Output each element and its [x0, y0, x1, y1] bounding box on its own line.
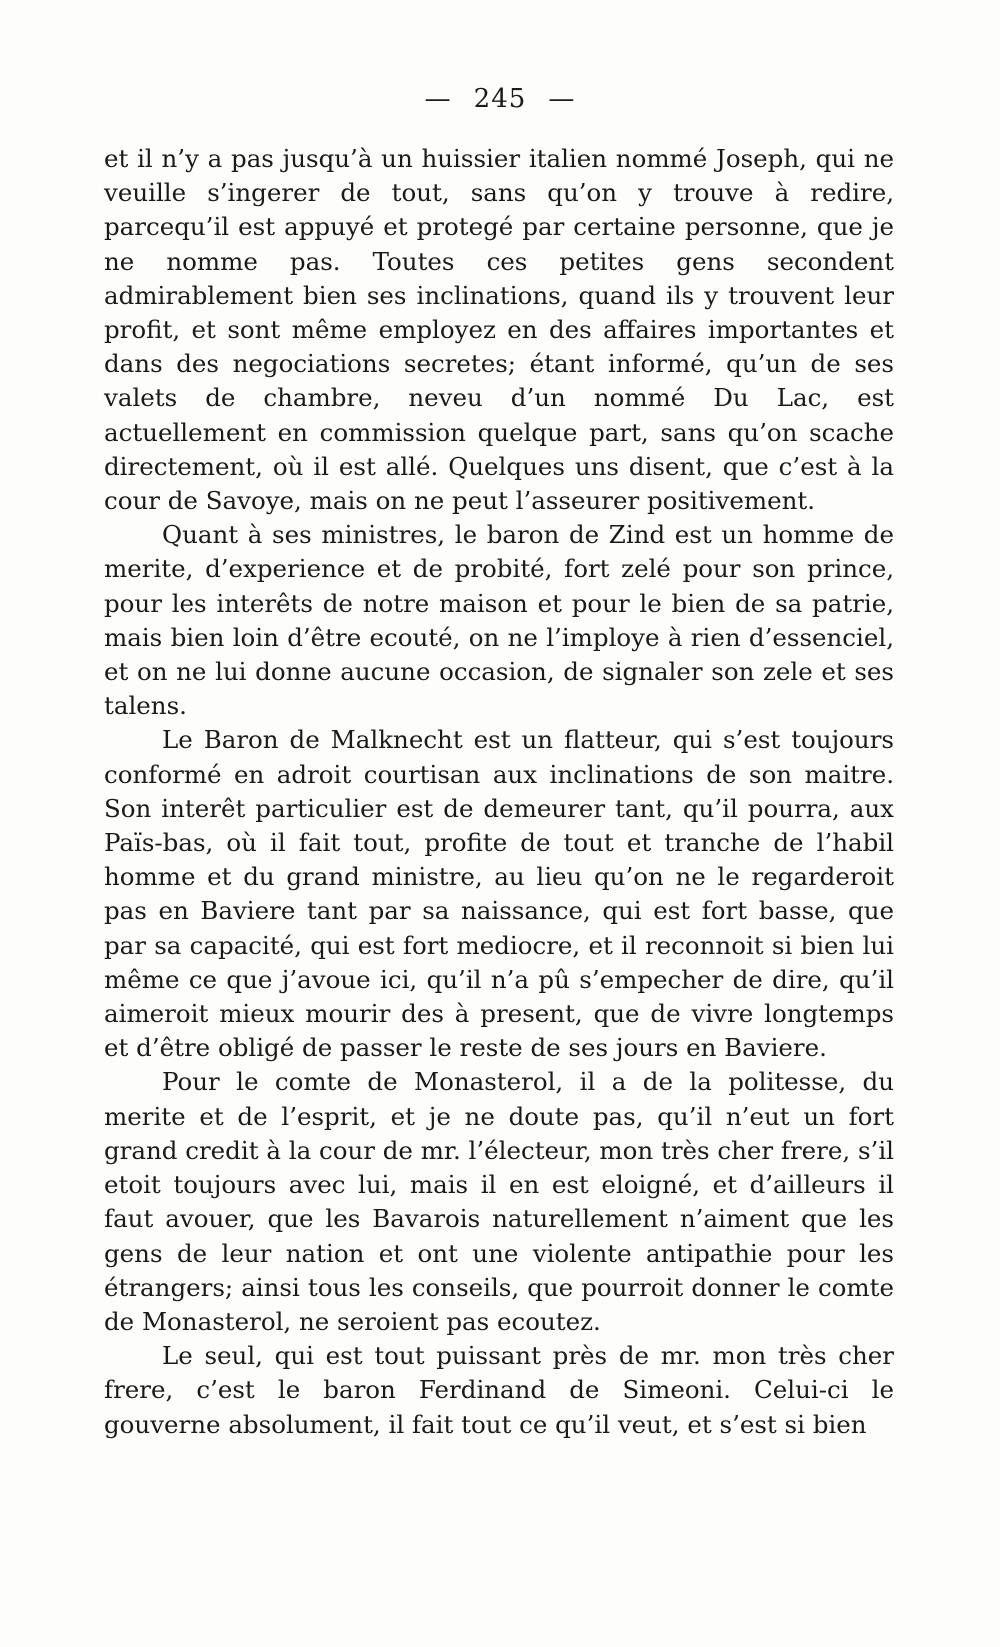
header-dash-left: — — [424, 84, 452, 114]
paragraph-baron-de-zind: Quant à ses ministres, le baron de Zind est un homme de merite, d’experience et de probité, fort zelé pour son prince, pour les interêts de notre maison et pour le bien de sa patrie, mais bien loin d’être ecouté, on ne l’imploye à rien d’essenciel, et on ne lui donne aucune occasion, de signaler son zele et ses talens. — [104, 520, 894, 721]
page-number: 245 — [473, 84, 527, 114]
page-text — [104, 142, 894, 1442]
paragraph-comte-de-monasterol: Pour le comte de Monasterol, il a de la politesse, du merite et de l’esprit, et je ne doute pas, qu’il n’eut un fort grand credit à la cour de mr. l’électeur, mon très cher frere, s’il etoit toujours avec lui, mais il en est eloigné, et d’ailleurs il faut avouer, que les Bavarois naturellement n’aiment que les gens de leur nation et ont une violente antipathie pour les étrangers; ainsi tous les conseils, que pourroit donner le comte de Monasterol, ne seroient pas ecoutez. — [104, 1067, 894, 1336]
paragraph-baron-simeoni: Le seul, qui est tout puissant près de mr. mon très cher frere, c’est le baron Ferdinand de Simeoni. Celui-ci le gouverne absolument, il fait tout ce qu’il veut, et s’est si bien — [104, 1341, 894, 1439]
paragraph-baron-de-malknecht: Le Baron de Malknecht est un flatteur, qui s’est toujours conformé en adroit courtisan aux inclinations de son maitre. Son interêt particulier est de demeurer tant, qu’il pourra, aux Païs-bas, où il fait tout, profite de tout et tranche de l’habil homme et du grand ministre, au lieu qu’on ne le regarderoit pas en Baviere tant par sa naissance, qui est fort basse, que par sa capacité, qui est fort mediocre, et il reconnoit si bien lui même ce que j’avoue ici, qu’il n’a pû s’empecher de dire, qu’il aimeroit mieux mourir des à present, que de vivre longtemps et d’être obligé de passer le reste de ses jours en Baviere. — [104, 725, 894, 1063]
page-header — [0, 84, 1000, 114]
paragraph-continuation: et il n’y a pas jusqu’à un huissier italien nommé Joseph, qui ne veuille s’ingerer de tout, sans qu’on y trouve à redire, parcequ’il est appuyé et protegé par certaine personne, que je ne nomme pas. Toutes ces petites gens secondent admirablement bien ses inclinations, quand ils y trouvent leur profit, et sont même employez en des affaires importantes et dans des negociations secretes; étant informé, qu’un de ses valets de chambre, neveu d’un nommé Du Lac, est actuellement en commission quelque part, sans qu’on scache directement, où il est allé. Quelques uns disent, que c’est à la cour de Savoye, mais on ne peut l’asseurer positivement. — [104, 144, 894, 516]
header-dash-right: — — [548, 84, 576, 114]
